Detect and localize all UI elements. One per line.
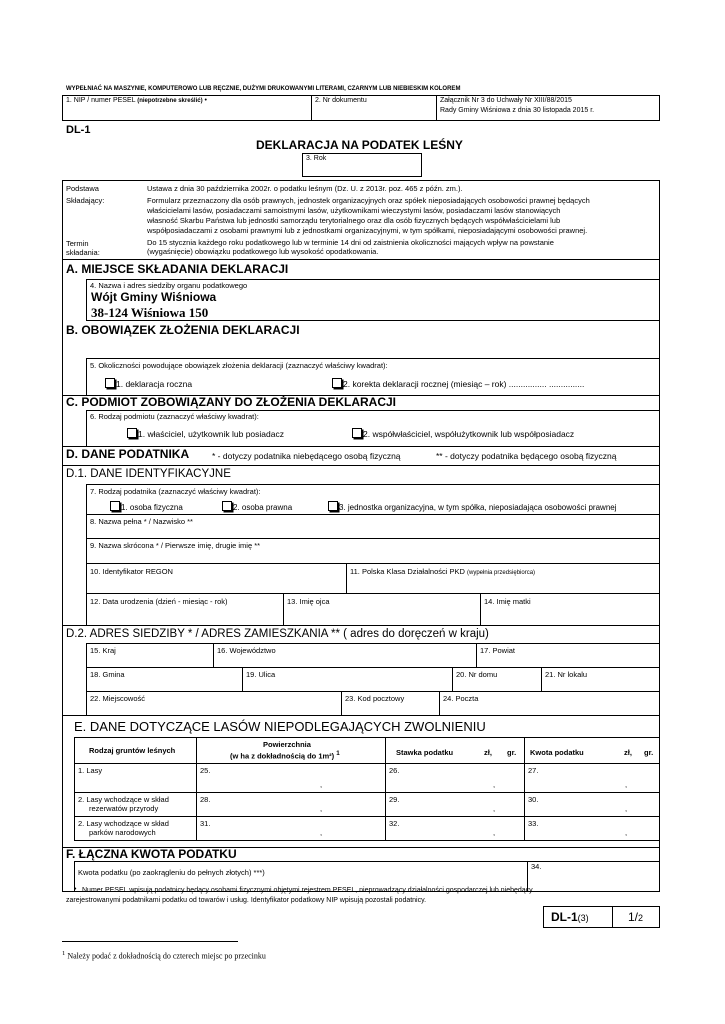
short-name-field[interactable]: 9. Nazwa skrócona * / Pierwsze imię, drugie imię ** — [90, 541, 261, 550]
divider — [86, 643, 660, 644]
divider — [541, 667, 542, 691]
termin-text-2: (wygaśnięcie) obowiązku podatkowego lub wysokość opodatkowania. — [147, 247, 379, 256]
country-field[interactable]: 15. Kraj — [90, 646, 116, 655]
divider — [524, 737, 525, 841]
col-rate-unit-gr: gr. — [507, 748, 517, 757]
section-b-title: B. OBOWIĄZEK ZŁOŻENIA DEKLARACJI — [66, 323, 300, 337]
d1-title: D.1. DANE IDENTYFIKACYJNE — [66, 468, 231, 480]
divider — [86, 358, 660, 359]
podstawa-text: Ustawa z dnia 30 października 2002r. o podatku leśnym (Dz. U. z 2013r. poz. 465 z późn. zm.). — [147, 184, 463, 193]
section-d-title: D. DANE PODATNIKA — [66, 447, 190, 461]
checkbox[interactable] — [105, 378, 115, 388]
skladajacy-label: Składający: — [66, 196, 105, 205]
section-c-title: C. PODMIOT ZOBOWIĄZANY DO ZŁOŻENIA DEKLARACJI — [66, 395, 396, 409]
divider — [196, 737, 197, 841]
area-field-28[interactable]: 28. — [200, 795, 211, 804]
divider — [86, 358, 87, 396]
co-owner-option[interactable] — [352, 428, 574, 439]
decimal-comma: , — [625, 828, 628, 837]
note-legal-entity: * - dotyczy podatnika niebędącego osobą fizyczną — [212, 451, 401, 461]
page-code-sub: (3) — [577, 913, 589, 923]
divider — [452, 667, 453, 691]
nip-note: (niepotrzebne skreślić) — [137, 98, 203, 104]
checkbox[interactable] — [328, 501, 338, 511]
decimal-comma: , — [320, 804, 323, 813]
divider — [86, 484, 87, 625]
note-natural-person: ** - dotyczy podatnika będącego osobą fizyczną — [436, 451, 617, 461]
row-label: 2. Lasy wchodzące w skład — [78, 795, 169, 804]
divider — [74, 763, 660, 764]
nip-label: 1. NIP / numer PESEL — [66, 97, 136, 104]
doc-number-label: 2. Nr dokumentu — [315, 97, 367, 104]
pkd-label: 11. Polska Klasa Działalności PKD — [350, 567, 465, 576]
divider — [86, 563, 660, 564]
divider — [86, 643, 87, 715]
footnote-text: Należy podać z dokładnością do czterech miejsc po przecinku — [67, 951, 266, 961]
divider — [436, 95, 437, 121]
skladajacy-text-4: współposiadaczami z osobami prawnymi lub z jednostkami organizacyjnymi, w tym spółkami, nieposiadającymi osobowości prawnej. — [147, 226, 588, 235]
divider — [86, 410, 660, 411]
termin-text-1: Do 15 stycznia każdego roku podatkowego lub w terminie 14 dni od zaistnienia okoliczności mających wpływ na powstanie — [147, 238, 554, 247]
col-area-unit: (w ha z dokładnością do 1m²) — [230, 751, 335, 761]
checkbox[interactable] — [222, 501, 232, 511]
page-code — [551, 910, 589, 924]
divider — [341, 691, 342, 715]
col-forest-type: Rodzaj gruntów leśnych — [89, 746, 176, 755]
checkbox[interactable] — [332, 378, 342, 388]
footnote — [62, 950, 266, 961]
tax-office-name: Wójt Gminy Wiśniowa — [91, 290, 217, 304]
page-number-total: 2 — [638, 913, 644, 923]
podstawa-label: Podstawa — [66, 184, 99, 193]
page-number-current: 1/ — [628, 910, 639, 924]
row-label: 1. Lasy — [78, 766, 103, 775]
divider — [62, 625, 660, 626]
area-field-25[interactable]: 25. — [200, 766, 211, 775]
b-field-label: 5. Okoliczności powodujące obowiązek złożenia deklaracji (zaznaczyć właściwy kwadrat): — [90, 361, 388, 370]
pesel-note-2: zarejestrowanymi podatnikami podatku od towarów i usług. Identyfikator podatkowy NIP wpisują pozostali podatnicy. — [66, 897, 427, 904]
f7-label: 7. Rodzaj podatnika (zaznaczyć właściwy kwadrat): — [90, 487, 261, 496]
col-rate: Stawka podatku — [396, 748, 454, 757]
father-name-field[interactable]: 13. Imię ojca — [287, 597, 330, 606]
divider — [86, 593, 660, 594]
post-office-field[interactable]: 24. Poczta — [443, 694, 479, 703]
fill-instructions: WYPEŁNIAĆ NA MASZYNIE, KOMPUTEROWO LUB RĘCZNIE, DUŻYMI DRUKOWANYMI LITERAMI, CZARNYM LUB NIEBIESKIM KOLOREM — [66, 86, 461, 92]
annual-declaration-option[interactable] — [105, 378, 192, 389]
divider — [439, 691, 440, 715]
amount-field-27[interactable]: 27. — [528, 766, 539, 775]
checkbox[interactable] — [127, 428, 137, 438]
divider — [480, 593, 481, 625]
county-field[interactable]: 17. Powiat — [480, 646, 516, 655]
col-amount: Kwota podatku — [530, 748, 584, 757]
divider — [213, 643, 214, 667]
apartment-number-field[interactable]: 21. Nr lokalu — [545, 670, 588, 679]
checkbox[interactable] — [110, 501, 120, 511]
nip-field[interactable] — [66, 97, 207, 104]
town-field[interactable]: 22. Miejscowość — [90, 694, 146, 703]
termin-label-2: składania: — [66, 248, 100, 257]
natural-person-option[interactable] — [110, 501, 183, 512]
col-amount-unit-gr: gr. — [644, 748, 654, 757]
footnote-rule — [62, 941, 238, 942]
legal-person-option[interactable] — [222, 501, 292, 512]
postal-code-field[interactable]: 23. Kod pocztowy — [345, 694, 405, 703]
mother-name-field[interactable]: 14. Imię matki — [484, 597, 531, 606]
pesel-note-1: Numer PESEL wpisują podatnicy będący osobami fizycznymi objętymi rejestrem PESEL, nieprowadzący działalności gospodarczej lub niebędący — [82, 887, 533, 894]
col-area-2 — [230, 750, 340, 761]
nip-bullet: • — [204, 97, 207, 104]
org-unit-label: 3. jednostka organizacyjna, w tym spółka, nieposiadająca osobowości prawnej — [339, 503, 617, 512]
decimal-comma: , — [493, 780, 496, 789]
total-tax-field[interactable]: 34. — [531, 862, 542, 871]
owner-label: 1. właściciel, użytkownik lub posiadacz — [138, 429, 284, 439]
checkbox[interactable] — [352, 428, 362, 438]
page-code-text: DL-1 — [551, 910, 578, 924]
form-title: DEKLARACJA NA PODATEK LEŚNY — [256, 138, 463, 152]
total-tax-label: Kwota podatku (po zaokrągleniu do pełnych złotych) ***) — [78, 868, 265, 877]
pesel-bullet: • — [74, 886, 77, 893]
rate-field-32[interactable]: 32. — [389, 819, 400, 828]
section-e-title: E. DANE DOTYCZĄCE LASÓW NIEPODLEGAJĄCYCH ZWOLNIENIU — [74, 719, 486, 734]
footnote-ref: 1 — [336, 750, 340, 757]
row-label: 2. Lasy wchodzące w skład — [78, 819, 169, 828]
divider — [86, 667, 660, 668]
divider — [62, 259, 660, 260]
skladajacy-text-3: własność Skarbu Państwa lub jednostki samorządu terytorialnego oraz dla osób fizycznych będących współwłaścicielami lub — [147, 216, 561, 225]
skladajacy-text-2: właścicielami lasów, posiadaczami samoistnymi lasów, użytkownikami wieczystymi lasów, posiadaczami lasów stanowiących — [147, 206, 561, 215]
decimal-comma: , — [625, 804, 628, 813]
divider — [74, 792, 660, 793]
divider — [86, 410, 87, 447]
correction-option[interactable] — [332, 378, 584, 389]
divider — [74, 861, 660, 862]
decimal-comma: , — [320, 828, 323, 837]
col-rate-unit-zl: zł, — [484, 748, 492, 757]
section-f-title: F. ŁĄCZNA KWOTA PODATKU — [66, 847, 237, 861]
section-a-title: A. MIEJSCE SKŁADANIA DEKLARACJI — [66, 262, 289, 276]
commune-field[interactable]: 18. Gmina — [90, 670, 125, 679]
divider — [311, 95, 312, 121]
rate-field-26[interactable]: 26. — [389, 766, 400, 775]
form-code: DL-1 — [66, 124, 91, 136]
col-amount-unit-zl: zł, — [624, 748, 632, 757]
doc-number-field[interactable] — [315, 97, 367, 104]
year-label: 3. Rok — [306, 155, 327, 162]
skladajacy-text-1: Formularz przeznaczony dla osób prawnych, jednostek organizacyjnych oraz spółek nieposiadających osobowości prawnej będących — [147, 196, 590, 205]
termin-label-1: Termin — [66, 239, 89, 248]
divider — [86, 691, 660, 692]
footnote-number: 1 — [62, 950, 66, 957]
page-number — [628, 910, 643, 924]
decimal-comma: , — [625, 780, 628, 789]
col-area-1: Powierzchnia — [263, 740, 311, 749]
amount-field-33[interactable]: 33. — [528, 819, 539, 828]
tax-office-label: 4. Nazwa i adres siedziby organu podatkowego — [90, 281, 248, 290]
row-label-2: rezerwatów przyrody — [89, 804, 159, 813]
regon-field[interactable]: 10. Identyfikator REGON — [90, 567, 173, 576]
decimal-comma: , — [493, 828, 496, 837]
divider — [385, 737, 386, 841]
divider — [476, 643, 477, 667]
divider — [74, 816, 660, 817]
street-field[interactable]: 19. Ulica — [246, 670, 276, 679]
annual-declaration-label: 1. deklaracja roczna — [116, 379, 193, 389]
decimal-comma: , — [320, 780, 323, 789]
divider — [62, 465, 660, 466]
divider — [62, 715, 660, 716]
owner-option[interactable] — [127, 428, 284, 439]
voivodeship-field[interactable]: 16. Województwo — [217, 646, 276, 655]
birth-date-field[interactable]: 12. Data urodzenia (dzień - miesiąc - rok) — [90, 597, 228, 606]
attachment-line1: Załącznik Nr 3 do Uchwały Nr XIII/88/2015 — [440, 97, 572, 104]
pkd-field[interactable] — [350, 567, 535, 576]
d2-title: D.2. ADRES SIEDZIBY * / ADRES ZAMIESZKANIA ** ( adres do doręczeń w kraju) — [66, 628, 489, 640]
full-name-field[interactable]: 8. Nazwa pełna * / Nazwisko ** — [90, 517, 193, 526]
correction-label: 2. korekta deklaracji rocznej (miesiąc – rok) ................ ............... — [343, 379, 585, 389]
pkd-note: (wypełnia przedsiębiorca) — [467, 570, 536, 576]
divider — [86, 538, 660, 539]
decimal-comma: , — [493, 804, 496, 813]
divider — [86, 484, 660, 485]
area-field-31[interactable]: 31. — [200, 819, 211, 828]
c-field-label: 6. Rodzaj podmiotu (zaznaczyć właściwy kwadrat): — [90, 412, 259, 421]
house-number-field[interactable]: 20. Nr domu — [456, 670, 498, 679]
amount-field-30[interactable]: 30. — [528, 795, 539, 804]
tax-office-address: 38-124 Wiśniowa 150 — [91, 305, 209, 320]
divider — [283, 593, 284, 625]
divider — [242, 667, 243, 691]
attachment-line2: Rady Gminy Wiśniowa z dnia 30 listopada 2015 r. — [440, 107, 595, 114]
co-owner-label: 2. współwłaściciel, współużytkownik lub współposiadacz — [363, 429, 575, 439]
legal-person-label: 2. osoba prawna — [233, 503, 293, 512]
org-unit-option[interactable] — [328, 501, 617, 512]
row-label-2: parków narodowych — [89, 828, 156, 837]
divider — [346, 563, 347, 593]
rate-field-29[interactable]: 29. — [389, 795, 400, 804]
natural-person-label: 1. osoba fizyczna — [121, 503, 183, 512]
divider — [612, 906, 613, 928]
divider — [86, 514, 660, 515]
